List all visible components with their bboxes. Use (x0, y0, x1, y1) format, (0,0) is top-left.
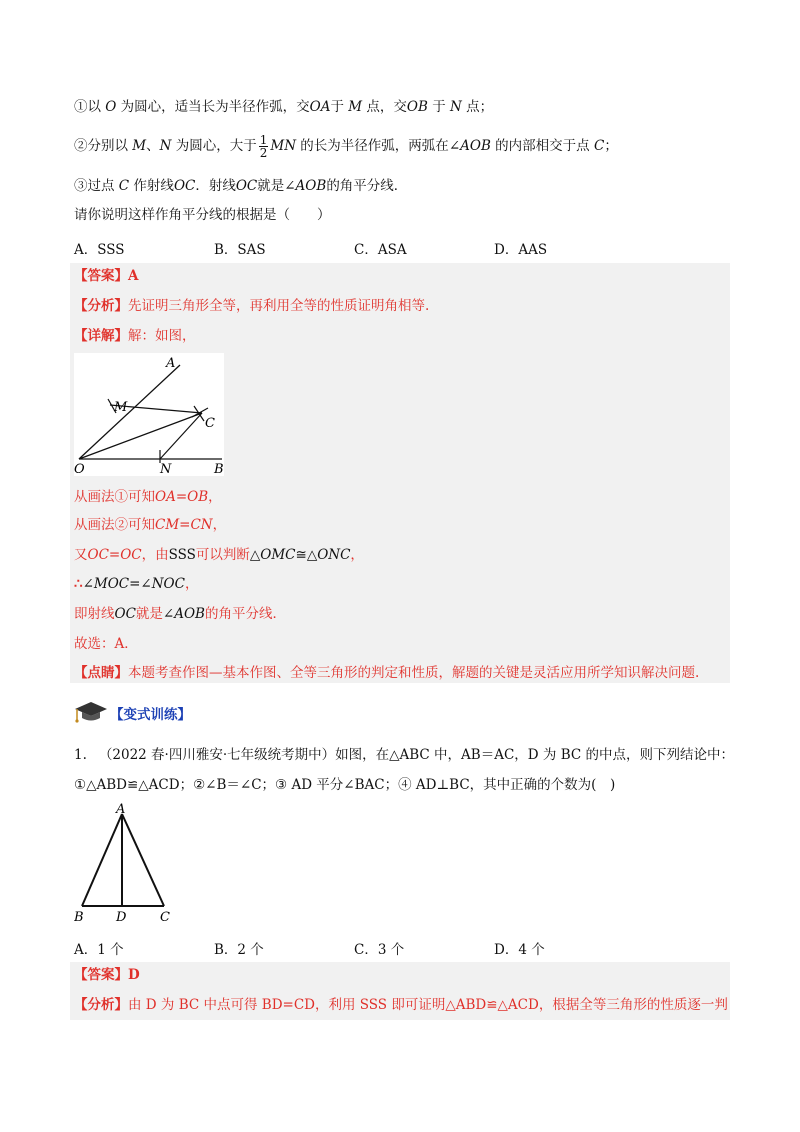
variant-title: 【变式训练】 (110, 707, 191, 723)
therefore-symbol: ∴ (74, 576, 83, 592)
math: C (118, 178, 130, 194)
proof-line-5 (74, 604, 286, 624)
proof-line-4 (74, 574, 198, 594)
option-c: C．ASA (354, 242, 407, 258)
text: 从画法②可知 (74, 517, 155, 533)
analysis-tag: 【分析】 (74, 298, 128, 314)
text: 为圆心，适当长为半径作弧，交 (116, 99, 310, 115)
answer-tag: 【答案】 (74, 967, 128, 983)
answer-value: D (128, 967, 140, 983)
option-a: A．1 个 (74, 942, 124, 958)
analysis-tag: 【分析】 (74, 997, 128, 1013)
text: 于 (427, 99, 451, 115)
proof-line-1 (74, 487, 222, 507)
text: ， (212, 517, 227, 533)
math: M (348, 99, 363, 115)
math: M (132, 138, 147, 154)
angle-bisector-figure (74, 353, 224, 476)
option-c: C．3 个 (354, 942, 405, 958)
math: OA (309, 99, 331, 115)
math: N (450, 99, 462, 115)
isosceles-triangle-figure (74, 800, 184, 925)
q2-line-2: ①△ABD≌△ACD；②∠B＝∠C；③ AD 平分∠BAC；④ AD⊥BC，其中正确的个数为( ) (74, 777, 616, 793)
step-1 (74, 97, 493, 117)
text: 点，交 (362, 99, 407, 115)
label-a: A (166, 356, 176, 371)
math: O (105, 99, 117, 115)
detail-line (74, 326, 196, 346)
text: ①以 (74, 99, 106, 115)
label-o: O (74, 462, 85, 476)
math: ∠AOB (284, 178, 327, 194)
math: CM=CN (155, 517, 213, 533)
option-d: D．4 个 (494, 942, 545, 958)
question-text: （2022 春·四川雅安·七年级统考期中）如图，在△ABC 中，AB＝AC，D 为 BC 的中点，则下列结论中： (98, 747, 734, 763)
math: OC (173, 178, 196, 194)
text: 就是 (135, 606, 163, 622)
q2-line-1 (74, 745, 734, 765)
comment-text: 本题考查作图—基本作图、全等三角形的判定和性质，解题的关键是灵活应用所学知识解决问题. (128, 665, 700, 681)
label-n: N (160, 462, 172, 476)
fraction-half (259, 134, 269, 159)
math: OC (114, 606, 136, 622)
text: 的角平分线． (204, 606, 286, 622)
label-c: C (160, 910, 170, 925)
text: 从画法①可知 (74, 489, 155, 505)
option-b: B．SAS (214, 242, 266, 258)
math: OA=OB (155, 489, 209, 505)
math: C (593, 138, 605, 154)
math: SSS (168, 547, 196, 563)
text: 的角平分线． (326, 178, 408, 194)
analysis-text: 先证明三角形全等，再利用全等的性质证明角相等. (128, 298, 430, 314)
text: 作射线 (129, 178, 174, 194)
text: 又 (74, 547, 88, 563)
q2-answer-line (74, 965, 140, 985)
label-a: A (116, 802, 126, 817)
question-number: 1. (74, 747, 87, 763)
label-d: D (116, 910, 127, 925)
answer-line (74, 266, 138, 286)
detail-text: 解：如图， (128, 328, 196, 344)
text: ②分别以 (74, 138, 133, 154)
math: OB (406, 99, 428, 115)
option-d: D．AAS (494, 242, 548, 258)
label-b: B (214, 462, 224, 476)
step-2 (74, 134, 618, 159)
text: ， (208, 489, 222, 505)
label-b: B (74, 910, 84, 925)
label-c: C (205, 416, 215, 431)
text: ．射线 (195, 178, 236, 194)
comment-line (74, 663, 699, 683)
answer-value: A (128, 268, 139, 284)
math: OC (235, 178, 258, 194)
denominator: 2 (259, 146, 268, 160)
text: ③过点 (74, 178, 119, 194)
figure-svg (74, 353, 224, 476)
math: ≅ (295, 547, 307, 563)
proof-line-2 (74, 515, 226, 535)
text: 就是 (257, 178, 285, 194)
text: 的内部相交于点 (490, 138, 594, 154)
text: 即射线 (74, 606, 115, 622)
option-a: A．SSS (74, 242, 125, 258)
detail-tag: 【详解】 (74, 328, 128, 344)
math: △OMC (249, 547, 296, 563)
text: ， (184, 576, 199, 592)
text: 、 (146, 138, 160, 154)
proof-line-3 (74, 545, 364, 565)
q2-analysis-line (74, 995, 728, 1015)
math: N (159, 138, 172, 154)
answer-tag: 【答案】 (74, 268, 128, 284)
variant-header (74, 700, 191, 724)
text: 可以判断 (195, 547, 250, 563)
math: ∠AOB (448, 138, 491, 154)
option-b: B．2 个 (214, 942, 264, 958)
text: ； (604, 138, 618, 154)
math: △ONC (306, 547, 351, 563)
math: ∠AOB (162, 606, 205, 622)
comment-tag: 【点睛】 (74, 665, 128, 681)
text: 的长为半径作弧，两弧在 (296, 138, 449, 154)
triangle-svg (74, 800, 184, 925)
math: ∠MOC=∠NOC (82, 576, 185, 592)
math: OC=OC (87, 547, 142, 563)
math: MN (270, 138, 297, 154)
graduation-cap-icon (74, 700, 108, 724)
text: ， (350, 547, 364, 563)
text: 点； (461, 99, 494, 115)
numerator: 1 (259, 133, 268, 147)
analysis-line (74, 296, 429, 316)
label-m: M (114, 400, 128, 415)
proof-line-6: 故选：A． (74, 636, 138, 652)
text: 为圆心，大于 (171, 138, 257, 154)
analysis-text: 由 D 为 BC 中点可得 BD=CD，利用 SSS 即可证明△ABD≌△ACD，根据全等三角形的性质逐一判 (128, 997, 728, 1013)
step-3 (74, 176, 407, 196)
question-text: 请你说明这样作角平分线的根据是（ ） (74, 207, 331, 223)
text: 于 (330, 99, 349, 115)
text: ，由 (141, 547, 169, 563)
